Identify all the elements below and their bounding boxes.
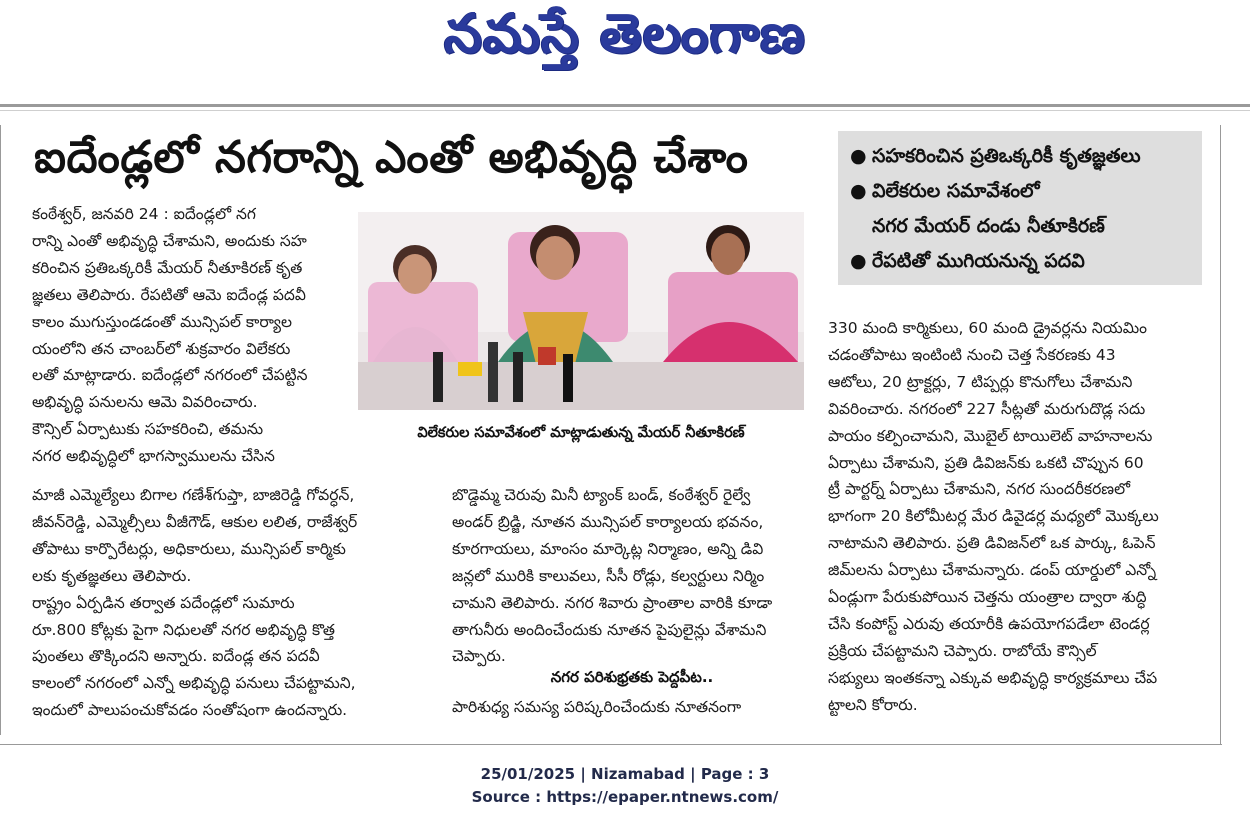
newspaper-logo: నమస్తే తెలంగాణ bbox=[444, 2, 806, 65]
article-line: ట్రీ పార్టర్న్ ఏర్పాటు చేశామని, నగర సుందరీకరణలో bbox=[828, 480, 1131, 499]
article-line: జన్లలో మురికి కాలువలు, సీసీ రోడ్లు, కల్వర్టులు నిర్మిం bbox=[452, 566, 765, 585]
bullet-icon: ● bbox=[850, 145, 867, 167]
article-line: అభివృద్ధి పనులను ఆమె వివరించారు. bbox=[32, 393, 258, 412]
article-border-left bbox=[0, 125, 1, 735]
article-line: కూరగాయలు, మాంసం మార్కెట్ల నిర్మాణం, అన్ని డివి bbox=[452, 539, 764, 558]
photo-caption: విలేకరుల సమావేశంలో మాట్లాడుతున్న మేయర్ నీతూకిరణ్ bbox=[417, 425, 745, 441]
article-column-1-lower bbox=[32, 482, 410, 724]
highlight-item: ● సహకరించిన ప్రతిఒక్కరికీ కృతజ్ఞతలు bbox=[850, 139, 1192, 174]
article-line: రాన్ని ఎంతో అభివృద్ధి చేశామని, అందుకు సహ bbox=[32, 231, 307, 250]
article-line: సభ్యులు ఇంతకన్నా ఎక్కువ అభివృద్ధి కార్యక్రమాలు చేప bbox=[828, 668, 1158, 687]
article-line: పారిశుధ్య సమస్య పరిష్కరించేందుకు నూతనంగా bbox=[452, 698, 742, 716]
article-line: యంలోని తన చాంబర్‌లో శుక్రవారం విలేకరు bbox=[32, 339, 291, 358]
article-line: కంఠేశ్వర్, జనవరి 24 : ఐదేండ్లలో నగ bbox=[32, 205, 256, 223]
column-2-subhead: నగర పరిశుభ్రతకు పెద్దపీట.. bbox=[550, 668, 714, 686]
highlights-box bbox=[838, 131, 1202, 285]
article-line: కౌన్సిల్ ఏర్పాటుకు సహకరించి, తమను bbox=[32, 420, 264, 439]
article-line: 330 మంది కార్మికులు, 60 మంది డ్రైవర్లను నియమిం bbox=[828, 319, 1147, 337]
article-column-1 bbox=[32, 201, 410, 470]
footer-source: Source : https://epaper.ntnews.com/ bbox=[471, 788, 779, 806]
article-border-right bbox=[1220, 125, 1221, 745]
article-line: లతో మాట్లాడారు. ఐదేండ్లలో నగరంలో చేపట్టిన bbox=[32, 366, 308, 385]
article-line: ఏర్పాటు చేశామని, ప్రతి డివిజన్‌కు ఒకటి చొప్పున 60 bbox=[828, 453, 1144, 472]
article-line: లకు కృతజ్ఞతలు తెలిపారు. bbox=[32, 566, 192, 585]
article-line: తాగునీరు అందించేందుకు నూతన పైపులైన్లు వేశామని bbox=[452, 620, 767, 639]
article-headline: ఐదేండ్లలో నగరాన్ని ఎంతో అభివృద్ధి చేశాం bbox=[34, 132, 749, 183]
press-meet-photo bbox=[358, 212, 804, 410]
article-bottom-rule bbox=[0, 744, 1222, 745]
article-line: ఇందులో పాలుపంచుకోవడం సంతోషంగా ఉందన్నారు. bbox=[32, 701, 348, 720]
article-line: కాలం ముగుస్తుండడంతో మున్సిపల్ కార్యాల bbox=[32, 312, 292, 331]
article-line: జ్ఞతలు తెలిపారు. రేపటితో ఆమె ఐదేండ్ల పదవీ bbox=[32, 285, 306, 304]
article-line: తోపాటు కార్పొరేటర్లు, అధికారులు, మున్సిపల్ కార్మికు bbox=[32, 539, 346, 558]
article-line: ప్రక్రియ చేపట్టామని చెప్పారు. రాబోయే కౌన్సిల్ bbox=[828, 641, 1097, 660]
highlight-item-continued: నగర మేయర్ దండు నీతూకిరణ్ bbox=[872, 215, 1105, 237]
article-line: పుంతలు తొక్కిందని అన్నారు. ఐదేండ్ల తన పదవీ bbox=[32, 647, 320, 666]
article-line: రాష్ట్రం ఏర్పడిన తర్వాత పదేండ్లలో సుమారు bbox=[32, 593, 295, 612]
article-line: ఆటోలు, 20 ట్రాక్టర్లు, 7 టిప్పర్లు కొనుగోలు చేశామని bbox=[828, 372, 1133, 391]
masthead-divider bbox=[0, 104, 1250, 107]
article-line: ఏండ్లుగా పేరుకుపోయిన చెత్తను యంత్రాల ద్వారా శుద్ధి bbox=[828, 588, 1147, 607]
article-line: మాజీ ఎమ్మెల్యేలు బిగాల గణేశ్‌గుప్తా, బాజిరెడ్డి గోవర్ధన్, bbox=[32, 486, 355, 504]
article-line: చెప్పారు. bbox=[452, 647, 506, 666]
highlight-item: ● విలేకరుల సమావేశంలో bbox=[850, 174, 1192, 209]
article-line: చేసి కంపోస్ట్ ఎరువు తయారీకి ఉపయోగపడేలా టెండర్ల bbox=[828, 614, 1150, 633]
footer-meta: 25/01/2025 | Nizamabad | Page : 3 bbox=[480, 765, 770, 783]
masthead-divider-thin bbox=[0, 110, 1250, 111]
article-line: చడంతోపాటు ఇంటింటి నుంచి చెత్త సేకరణకు 43 bbox=[828, 345, 1116, 364]
article-line: కాలంలో నగరంలో ఎన్నో అభివృద్ధి పనులు చేపట్టామని, bbox=[32, 674, 356, 693]
article-line: ట్టాలని కోరారు. bbox=[828, 695, 918, 714]
bullet-icon: ● bbox=[850, 250, 867, 272]
highlight-item: ● రేపటితో ముగియనున్న పదవి bbox=[850, 244, 1192, 279]
article-line: జీవన్‌రెడ్డి, ఎమ్మెల్సీలు వీజీగౌడ్, ఆకుల లలిత, రాజేశ్వర్ bbox=[32, 512, 358, 531]
article-line: భాగంగా 20 కిలోమీటర్ల మేర డివైడర్ల మధ్యలో మొక్కలు bbox=[828, 507, 1159, 526]
article-column-2 bbox=[452, 482, 812, 670]
article-column-3 bbox=[828, 315, 1206, 719]
article-line: అండర్ బ్రిడ్జి, నూతన మున్సిపల్ కార్యాలయ భవనం, bbox=[452, 512, 764, 531]
bullet-icon: ● bbox=[850, 180, 867, 202]
article-line: నగర అభివృద్ధిలో భాగస్వాములను చేసిన bbox=[32, 447, 275, 466]
article-line: రూ.800 కోట్లకు పైగా నిధులతో నగర అభివృద్ధి కొత్త bbox=[32, 620, 335, 639]
article-line: పాయం కల్పించామని, మొబైల్ టాయిలెట్ వాహనాలను bbox=[828, 426, 1153, 445]
press-meet-illustration bbox=[358, 212, 804, 410]
article-line: వివరించారు. నగరంలో 227 సీట్లతో మరుగుదొడ్ల సదు bbox=[828, 399, 1146, 418]
article-line: చామని తెలిపారు. నగర శివారు ప్రాంతాల వారికి కూడా bbox=[452, 593, 773, 612]
article-line: కరించిన ప్రతిఒక్కరికీ మేయర్ నీతూకిరణ్ కృత bbox=[32, 258, 303, 277]
article-line: బొడ్డెమ్మ చెరువు మినీ ట్యాంక్ బండ్, కంఠేశ్వర్ రైల్వే bbox=[452, 486, 751, 504]
masthead bbox=[0, 0, 1250, 108]
article-line: జిమ్‌లను ఏర్పాటు చేశామన్నారు. డంప్ యార్డులో ఎన్నో bbox=[828, 561, 1157, 580]
article-column-2-lower bbox=[452, 694, 812, 721]
article-line: నాటామని తెలిపారు. ప్రతి డివిజన్‌లో ఒక పార్కు, ఓపెన్ bbox=[828, 534, 1156, 553]
